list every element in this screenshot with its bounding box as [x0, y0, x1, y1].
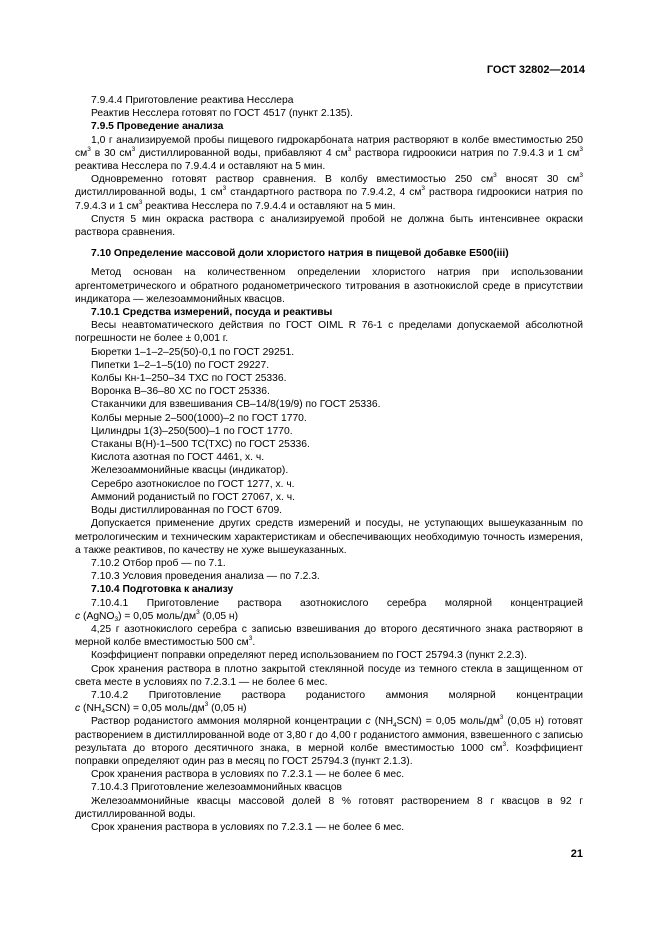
- section-7-10-3: 7.10.3 Условия проведения анализа — по 7.2.3.: [91, 571, 320, 583]
- section-7-10-4-1-para-3: Срок хранения раствора в плотно закрытой стеклянной посуде из темного стекла в защищенном от света месте в условиях по 7.2.3.1 — не более 6 мес.: [75, 663, 583, 688]
- section-7-10-intro: Метод основан на количественном определении хлористого натрия при использовании аргентометрического и обратного роданометрического титрования в азотнокислой среде в присутствии индикатора — железоаммонийных квасцов.: [75, 267, 583, 305]
- equipment-list: [75, 346, 583, 518]
- list-item: Воды дистиллированная по ГОСТ 6709.: [91, 505, 283, 517]
- section-7-10-4-3-para-2: Срок хранения раствора в условиях по 7.2.3.1 — не более 6 мес.: [91, 821, 405, 833]
- list-item: Бюретки 1–1–2–25(50)-0,1 по ГОСТ 29251.: [91, 346, 295, 358]
- section-7-9-4-4-text: Реактив Несслера готовят по ГОСТ 4517 (пункт 2.135).: [91, 108, 353, 120]
- section-7-10-4-1-formula: c (AgNO$_3$) = 0,05 моль/$дм^3$ (0,05 н): [75, 608, 239, 623]
- section-7-10-2: 7.10.2 Отбор проб — по 7.1.: [91, 557, 226, 569]
- list-item: Воронка В–36–80 ХС по ГОСТ 25336.: [91, 386, 270, 398]
- list-item: Колбы мерные 2–500(1000)–2 по ГОСТ 1770.: [91, 412, 307, 424]
- section-7-10-1-scales: Весы неавтоматического действия по ГОСТ OIML R 76-1 с пределами допускаемой абсолютной погрешности не более ± 0,001 г.: [75, 320, 583, 345]
- list-item: Серебро азотнокислое по ГОСТ 1277, х. ч.: [91, 478, 295, 490]
- list-item: Стаканы В(Н)-1–500 ТС(ТХС) по ГОСТ 25336.: [91, 439, 310, 451]
- list-item: Цилиндры 1(3)–250(500)–1 по ГОСТ 1770.: [91, 425, 293, 437]
- list-item: Кислота азотная по ГОСТ 4461, х. ч.: [91, 452, 265, 464]
- section-7-10-4-2-formula: c $(NH_4SCN) = 0,05$ моль/$дм^3$ (0,05 н): [75, 701, 247, 716]
- list-item: Железоаммонийные квасцы (индикатор).: [91, 465, 289, 477]
- section-7-9-5-para-2: Одновременно готовят раствор сравнения. В колбу вместимостью 250 $см^3$ вносят 30 $см^3$ дистиллированной воды, 1 $см^3$ стандартного раствора по 7.9.4.2, 4 $см^3$ раствора гидроокиси натрия по 7.9.4.3 и 1 $см^3$ реактива Несслера по 7.9.4.4 и оставляют на 5 мин.: [75, 172, 583, 212]
- section-7-10-1-title: 7.10.1 Средства измерений, посуда и реактивы: [91, 307, 333, 319]
- list-item: Колбы Кн-1–250–34 ТХС по ГОСТ 25336.: [91, 373, 287, 385]
- standard-header: ГОСТ 32802—2014: [486, 64, 585, 76]
- section-7-10-4-2-title: 7.10.4.2 Приготовление раствора роданистого аммония молярной концентрации: [91, 689, 583, 701]
- section-7-9-5-title: 7.9.5 Проведение анализа: [91, 121, 224, 133]
- section-7-10-4-2-para-2: Срок хранения раствора в условиях по 7.2.3.1 — не более 6 мес.: [91, 769, 405, 781]
- section-7-10-4-1-title: 7.10.4.1 Приготовление раствора азотнокислого серебра молярной концентрацией: [91, 597, 583, 609]
- section-7-10-4-3-title: 7.10.4.3 Приготовление железоаммонийных квасцов: [91, 782, 343, 794]
- document-body: [75, 94, 583, 834]
- section-7-10-1-note: Допускается применение других средств измерений и посуды, не уступающих вышеуказанным по метрологическим и техническим характеристикам и обеспечивающих необходимую точность измерения, а также реактивов, по качеству не хуже вышеуказанных.: [75, 518, 583, 556]
- section-7-9-5-para-3: Спустя 5 мин окраска раствора с анализируемой пробой не должна быть интенсивнее окраски раствора сравнения.: [75, 213, 583, 239]
- list-item: Пипетки 1–2–1–5(10) по ГОСТ 29227.: [91, 359, 270, 371]
- section-7-9-4-4-title: 7.9.4.4 Приготовление реактива Несслера: [91, 95, 294, 106]
- section-7-10-4-3-para-1: Железоаммонийные квасцы массовой долей 8 % готовят растворением 8 г квасцов в 92 г дистиллированной воды.: [75, 795, 583, 820]
- list-item: Аммоний роданистый по ГОСТ 27067, х. ч.: [91, 491, 295, 503]
- section-7-10-4-2-para-1: Раствор роданистого аммония молярной концентрации c $(NH_4SCN) = 0,05$ моль/$дм^3$ (0,05 н) готовят растворением в дистиллированной воде от 3,80 г до 4,00 г роданистого аммония, взвешенного с записью результата до второго десятичного знака, в мерной колбе вместимостью 1000 $см^3$. Коэффициент поправки определяют один раз в месяц по ГОСТ 25794.3 (пункт 2.1.3).: [75, 714, 583, 767]
- section-7-10-4-title: 7.10.4 Подготовка к анализу: [91, 584, 234, 596]
- section-7-10-4-1-para-1: 4,25 г азотнокислого серебра с записью взвешивания до второго десятичного знака растворяют в мерной колбе вместимостью 500 $см^3$.: [75, 623, 583, 649]
- page-number: 21: [570, 848, 583, 860]
- list-item: Стаканчики для взвешивания СВ–14/8(19/9) по ГОСТ 25336.: [91, 399, 381, 411]
- section-7-10-title: 7.10 Определение массовой доли хлористого натрия в пищевой добавке Е500(iii): [91, 248, 509, 260]
- section-7-10-4-1-para-2: Коэффициент поправки определяют перед использованием по ГОСТ 25794.3 (пункт 2.2.3).: [91, 650, 527, 662]
- section-7-9-5-para-1: 1,0 г анализируемой пробы пищевого гидрокарбоната натрия растворяют в колбе вместимостью 250 $см^3$ в 30 $см^3$ дистиллированной воды, прибавляют 4 $см^3$ раствора гидроокиси натрия по 7.9.4.3 и 1 $см^3$ реактива Несслера по 7.9.4.4 и оставляют на 5 мин.: [75, 134, 584, 173]
